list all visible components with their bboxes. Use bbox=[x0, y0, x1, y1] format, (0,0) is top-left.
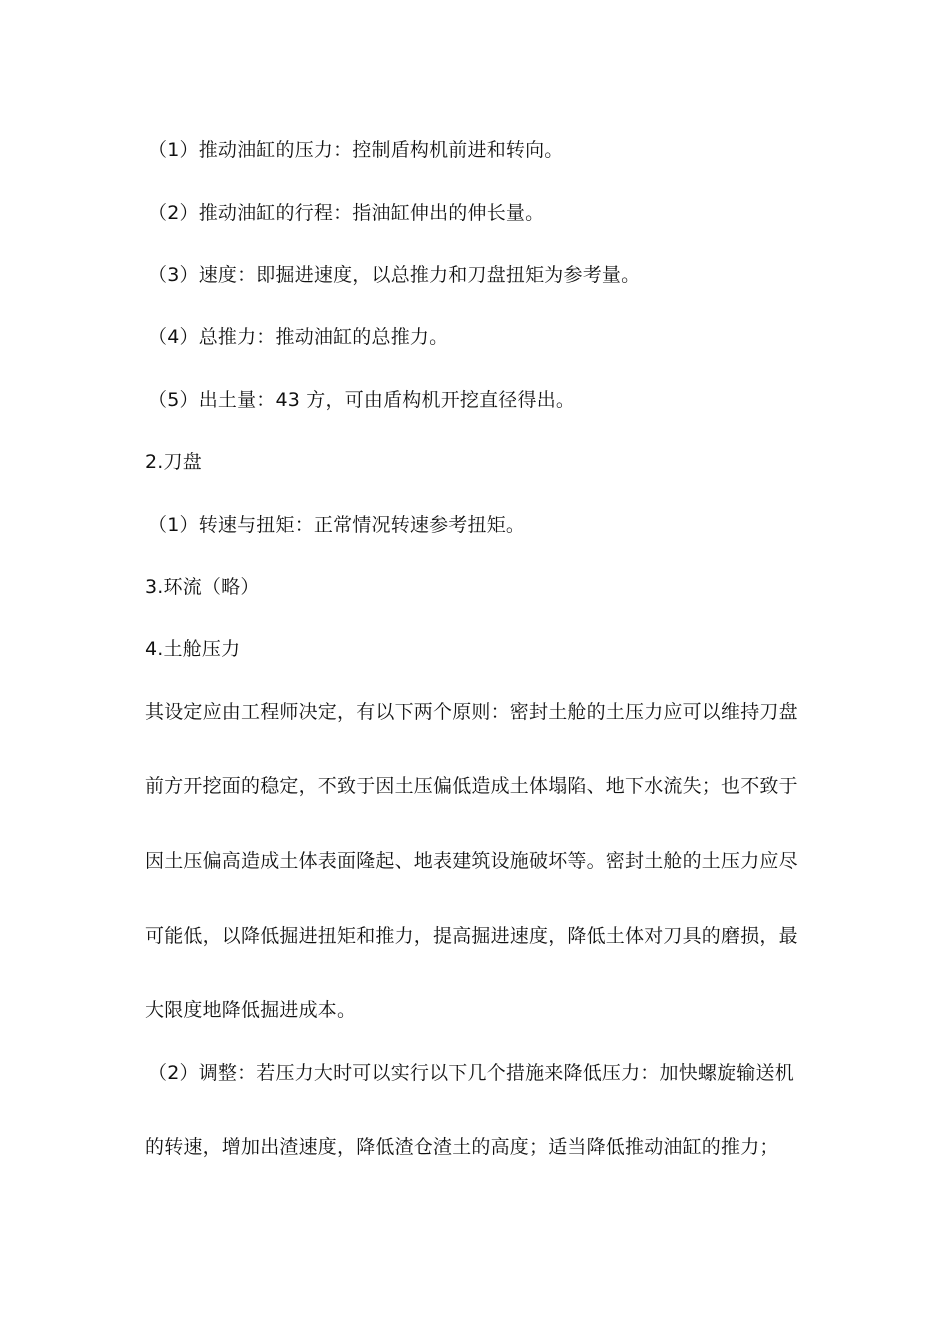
paragraph-line: （2）调整：若压力大时可以实行以下几个措施来降低压力：加快螺旋输送机 bbox=[148, 1062, 794, 1084]
paragraph-line: 其设定应由工程师决定，有以下两个原则：密封土舱的土压力应可以维持刀盘 bbox=[145, 701, 798, 723]
paragraph-line: 可能低，以降低掘进扭矩和推力，提高掘进速度，降低土体对刀具的磨损，最 bbox=[145, 925, 798, 947]
paragraph-line: 前方开挖面的稳定，不致于因土压偏低造成土体塌陷、地下水流失；也不致于 bbox=[145, 775, 798, 797]
paragraph-line: （4）总推力：推动油缸的总推力。 bbox=[148, 326, 449, 348]
section-heading: 2.刀盘 bbox=[145, 451, 202, 473]
paragraph-line: （2）推动油缸的行程：指油缸伸出的伸长量。 bbox=[148, 202, 545, 224]
paragraph-line: （1）转速与扭矩：正常情况转速参考扭矩。 bbox=[148, 514, 526, 536]
paragraph-line: 大限度地降低掘进成本。 bbox=[145, 999, 357, 1021]
section-heading: 4.土舱压力 bbox=[145, 638, 241, 660]
paragraph-line: 因土压偏高造成土体表面隆起、地表建筑设施破坏等。密封土舱的土压力应尽 bbox=[145, 850, 798, 872]
paragraph-line: （5）出土量：43 方，可由盾构机开挖直径得出。 bbox=[148, 389, 576, 411]
section-heading: 3.环流（略） bbox=[145, 576, 260, 598]
paragraph-line: （1）推动油缸的压力：控制盾构机前进和转向。 bbox=[148, 139, 564, 161]
paragraph-line: （3）速度：即掘进速度，以总推力和刀盘扭矩为参考量。 bbox=[148, 264, 641, 286]
paragraph-line: 的转速，增加出渣速度，降低渣仓渣土的高度；适当降低推动油缸的推力； bbox=[145, 1136, 779, 1158]
